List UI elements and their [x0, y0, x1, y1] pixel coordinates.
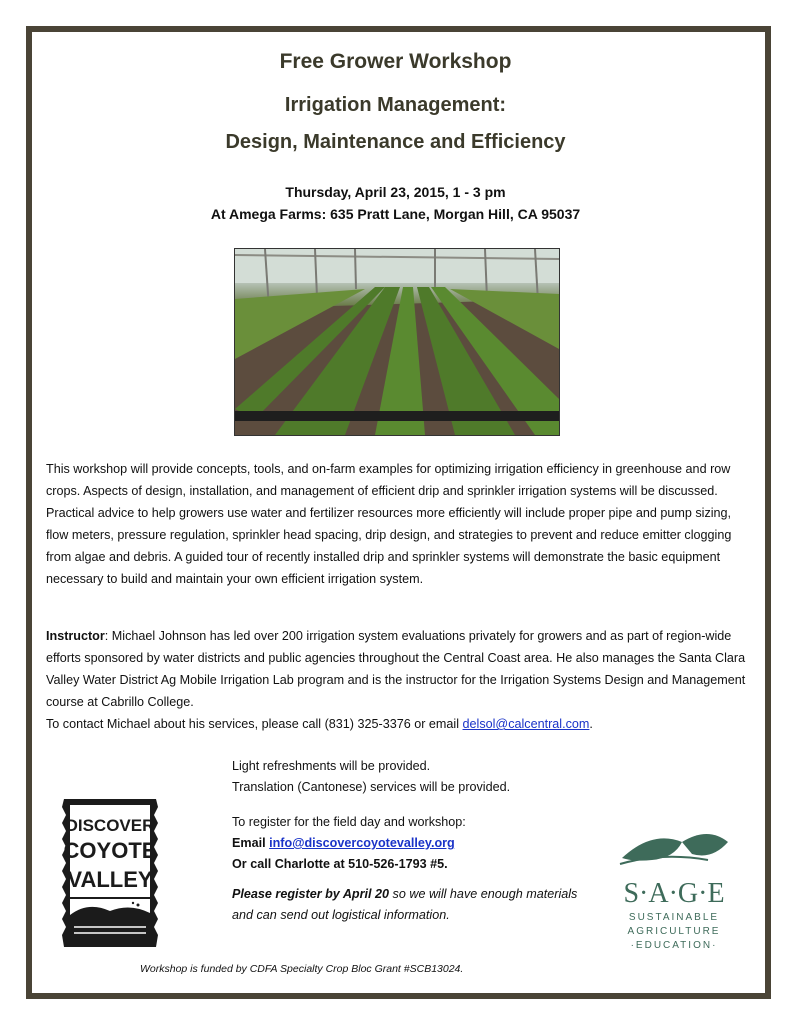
dcv-line1: DISCOVER [65, 816, 155, 835]
instructor-email-link[interactable]: delsol@calcentral.com [462, 717, 590, 731]
sage-line1: SUSTAINABLE [628, 912, 720, 923]
registration-intro: To register for the field day and workshop: [232, 815, 466, 829]
dcv-line3: VALLEY [67, 867, 153, 892]
sage-line2: AGRICULTURE [627, 926, 721, 937]
description-text: This workshop will provide concepts, tools, and on-farm examples for optimizing irrigation efficiency in greenhouse and row crops. Aspects of design, installation, and management of efficient drip and sprinkler irrigation systems will be discussed. Practical advice to help growers use water and fertilizer resources more efficiently will include proper pipe and pump sizing, flow meters, pressure regulation, sprinkler head spacing, drip design, and strategies to prevent and reduce emitter clogging from algae and debris. A guided tour of recently installed drip and sprinkler systems will demonstrate the basic equipment necessary to build and maintain your own efficient irrigation system. [46, 462, 732, 586]
registration-email-link[interactable]: info@discovercoyotevalley.org [269, 836, 455, 850]
workshop-title-line2: Design, Maintenance and Efficiency [225, 131, 566, 153]
deadline-bold: Please register by April 20 [232, 887, 390, 901]
deadline-block [232, 884, 592, 926]
workshop-title-line1: Irrigation Management: [284, 94, 507, 116]
instructor-bio-text: : Michael Johnson has led over 200 irrigation system evaluations privately for growers and as part of region-wide efforts sponsored by water districts and public agencies throughout the Central Coast area. He also manages the Santa Clara Valley Water District Ag Mobile Irrigation Lab program and is the instructor for the Irrigation Systems Design and Management course at Cabrillo College. [46, 629, 746, 709]
contact-prefix: To contact Michael about his services, please call (831) 325-3376 or email [46, 717, 463, 731]
instructor-label: Instructor [46, 629, 105, 643]
translation-note: Translation (Cantonese) services will be provided. [232, 780, 511, 794]
greenhouse-photo [234, 248, 560, 436]
registration-block [232, 812, 592, 875]
sage-leaf-icon [620, 834, 728, 864]
instructor-contact [46, 713, 746, 735]
instructor-section [46, 625, 746, 735]
refreshments-note: Light refreshments will be provided. [232, 759, 431, 773]
registration-email-line [232, 833, 592, 854]
sage-logo [612, 824, 736, 954]
description-paragraph [46, 458, 746, 590]
registration-email-prefix: Email [232, 836, 270, 850]
instructor-bio [46, 625, 746, 713]
event-location: At Amega Farms: 635 Pratt Lane, Morgan Hill, CA 95037 [210, 206, 581, 222]
sage-line3: ·EDUCATION· [630, 940, 718, 951]
discover-coyote-valley-logo [58, 795, 162, 951]
workshop-eyebrow: Free Grower Workshop [279, 50, 512, 73]
dcv-line2: COYOTE [63, 838, 157, 863]
contact-suffix: . [589, 717, 593, 731]
event-date-time: Thursday, April 23, 2015, 1 - 3 pm [285, 184, 506, 200]
registration-deadline [232, 884, 592, 926]
sage-name: S·A·G·E [623, 878, 725, 909]
funding-note: Workshop is funded by CDFA Specialty Crop Bloc Grant #SCB13024. [140, 963, 464, 975]
deadline-rest: so we will have enough materials and can send out logistical information. [232, 887, 578, 922]
registration-phone: Or call Charlotte at 510-526-1793 #5. [232, 857, 448, 871]
extras-block [232, 756, 592, 798]
